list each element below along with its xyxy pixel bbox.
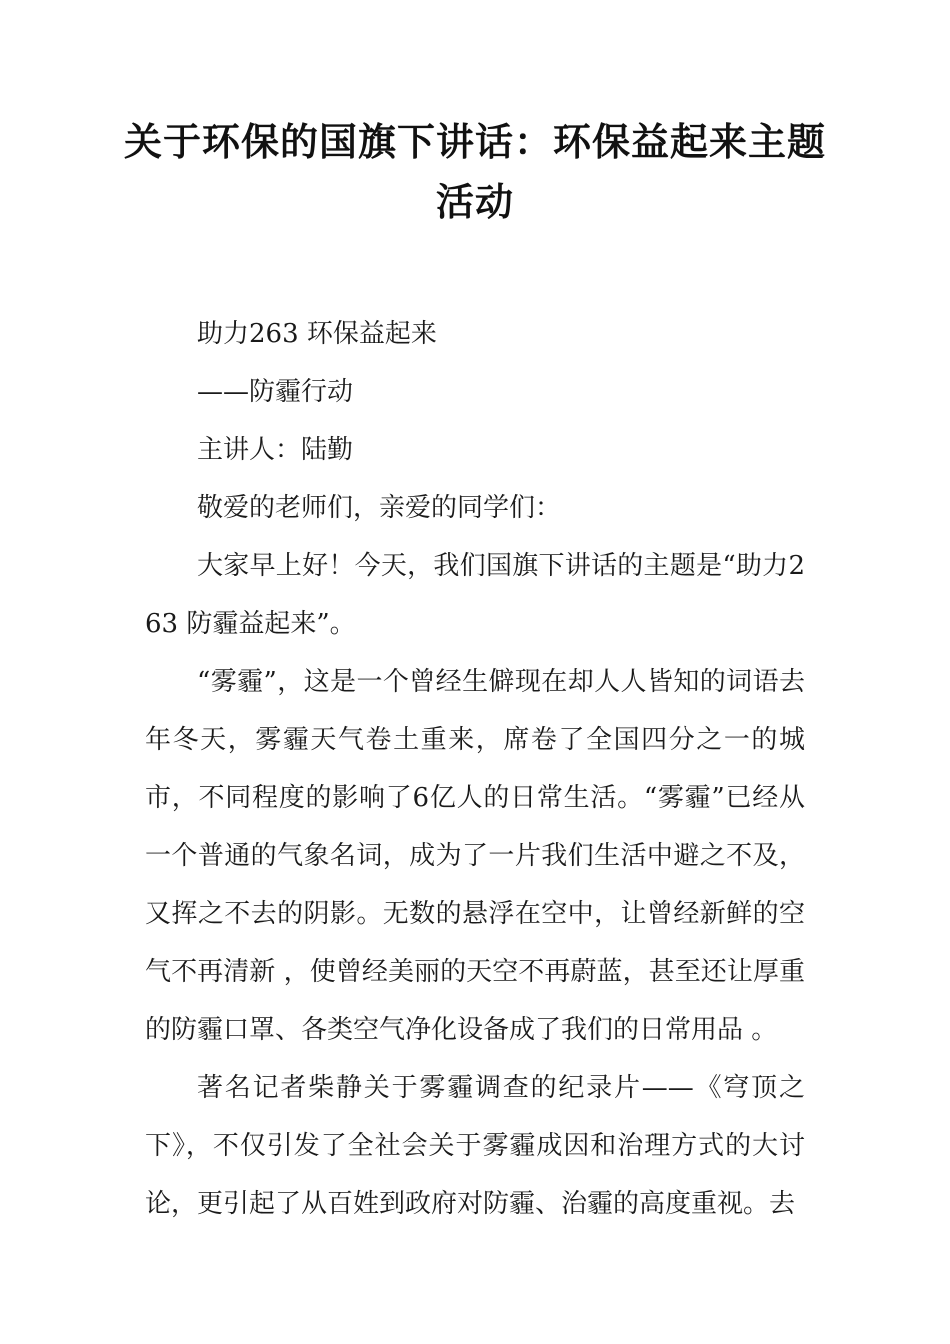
document-body xyxy=(145,305,805,1233)
action-line: ——防霾行动 xyxy=(197,377,354,407)
speaker-line: 主讲人：陆勤 xyxy=(197,435,354,465)
document-title: 关于环保的国旗下讲话：环保益起来主题活动 xyxy=(123,120,826,224)
paragraph-opening: 大家早上好！今天，我们国旗下讲话的主题是“助力263 防霾益起来”。 xyxy=(145,551,805,639)
paragraph-smog: “雾霾”，这是一个曾经生僻现在却人人皆知的词语去年冬天，雾霾天气卷土重来，席卷了全国四分之一的城市，不同程度的影响了6亿人的日常生活。“雾霾”已经从一个普通的气象名词，成为了一片我们生活中避之不及，又挥之不去的阴影。无数的悬浮在空中，让曾经新鲜的空气不再清新 ，使曾经美丽的天空不再蔚蓝，甚至还让厚重的防霾口罩、各类空气净化设备成了我们的日常用品 。 xyxy=(145,667,805,1045)
greeting-line: 敬爱的老师们，亲爱的同学们： xyxy=(197,493,562,523)
paragraph-documentary: 著名记者柴静关于雾霾调查的纪录片——《穹顶之下》，不仅引发了全社会关于雾霾成因和治理方式的大讨论，更引起了从百姓到政府对防霾、治霾的高度重视。去 xyxy=(145,1073,805,1219)
subtitle-line: 助力263 环保益起来 xyxy=(197,319,437,349)
